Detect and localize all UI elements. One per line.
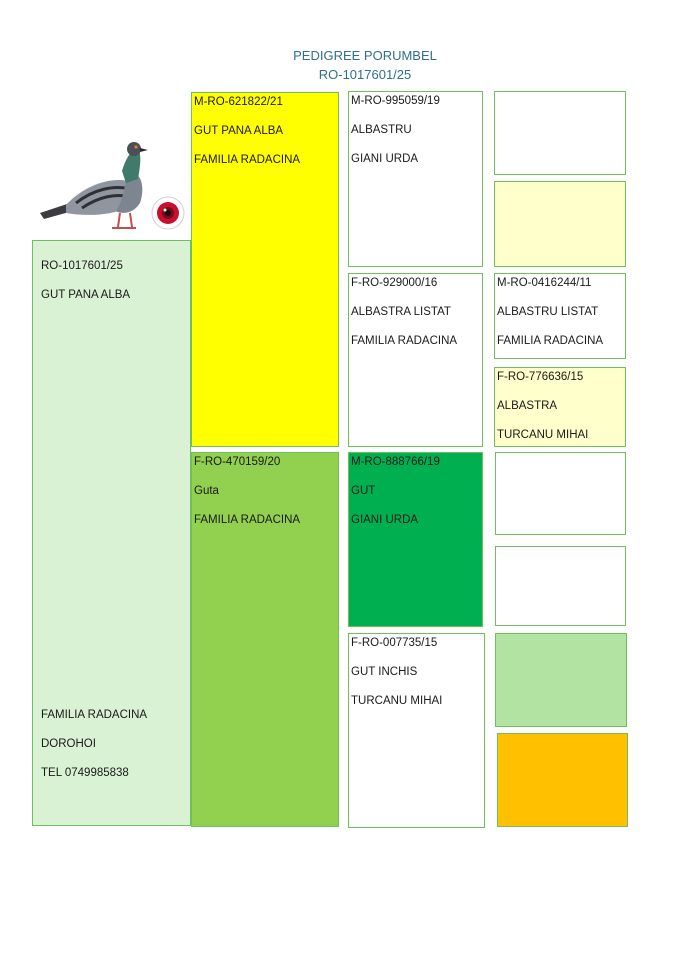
ssd-dam-box — [494, 367, 626, 447]
ggp-empty-1 — [494, 91, 626, 175]
ssd-dam-breeder: TURCANU MIHAI — [497, 429, 589, 441]
dam-dam-box — [348, 633, 485, 828]
ggp-empty-2 — [494, 181, 626, 267]
dam-breeder: FAMILIA RADACINA — [194, 514, 301, 526]
owner-name: FAMILIA RADACINA — [41, 709, 148, 721]
dam-box — [191, 452, 339, 827]
dam-dam-breeder: TURCANU MIHAI — [351, 695, 443, 707]
pedigree-title: PEDIGREE PORUMBEL — [293, 48, 437, 63]
ggp-empty-3 — [495, 452, 626, 535]
sire-color: GUT PANA ALBA — [194, 125, 284, 137]
ssd-sire-ring: M-RO-0416244/11 — [497, 277, 592, 289]
ggp-empty-6 — [497, 733, 628, 827]
ggp-empty-4 — [495, 546, 626, 626]
sire-dam-box — [348, 273, 483, 447]
dam-sire-box — [348, 452, 483, 627]
owner-info — [41, 708, 147, 795]
sire-sire-ring: M-RO-995059/19 — [351, 95, 440, 107]
owner-phone: TEL 0749985838 — [41, 767, 129, 779]
dam-color: Guta — [194, 485, 219, 497]
ssd-sire-breeder: FAMILIA RADACINA — [497, 335, 604, 347]
sire-sire-color: ALBASTRU — [351, 124, 412, 136]
dam-ring: F-RO-470159/20 — [194, 456, 281, 468]
sire-dam-ring: F-RO-929000/16 — [351, 277, 438, 289]
dam-dam-color: GUT INCHIS — [351, 666, 418, 678]
sire-box — [191, 92, 339, 447]
pedigree-ring-number: RO-1017601/25 — [318, 67, 412, 82]
ggp-empty-5 — [495, 633, 627, 727]
subject-color: GUT PANA ALBA — [41, 289, 131, 301]
pigeon-illustration — [36, 135, 196, 235]
sire-sire-box — [348, 91, 483, 267]
subject-ring: RO-1017601/25 — [41, 260, 123, 272]
sire-dam-color: ALBASTRA LISTAT — [351, 306, 451, 318]
sire-dam-breeder: FAMILIA RADACINA — [351, 335, 458, 347]
sire-ring: M-RO-621822/21 — [194, 96, 283, 108]
ssd-sire-box — [494, 273, 626, 359]
sire-breeder: FAMILIA RADACINA — [194, 154, 301, 166]
dam-sire-color: GUT — [351, 485, 376, 497]
sire-sire-breeder: GIANI URDA — [351, 153, 419, 165]
dam-sire-ring: M-RO-888766/19 — [351, 456, 440, 468]
ssd-dam-color: ALBASTRA — [497, 400, 558, 412]
ssd-sire-color: ALBASTRU LISTAT — [497, 306, 599, 318]
owner-city: DOROHOI — [41, 738, 96, 750]
dam-dam-ring: F-RO-007735/15 — [351, 637, 438, 649]
ssd-dam-ring: F-RO-776636/15 — [497, 371, 584, 383]
dam-sire-breeder: GIANI URDA — [351, 514, 419, 526]
subject-box — [32, 240, 191, 826]
